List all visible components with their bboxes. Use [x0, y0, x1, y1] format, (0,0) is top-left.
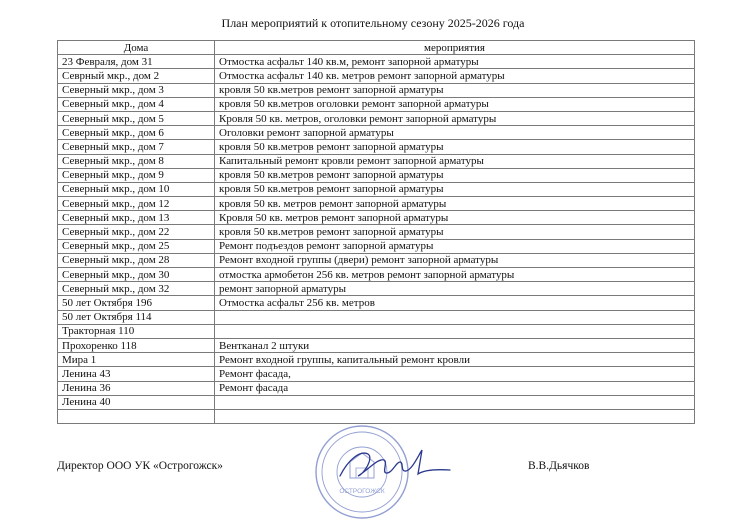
house-cell: Северный мкр., дом 5: [58, 111, 215, 125]
table-row: [58, 97, 695, 111]
activity-cell: Ремонт фасада: [215, 381, 695, 395]
activity-cell: кровля 50 кв.метров ремонт запорной арматуры: [215, 83, 695, 97]
table-row: [58, 381, 695, 395]
column-header-houses: Дома: [58, 41, 215, 55]
house-cell: Северный мкр., дом 3: [58, 83, 215, 97]
house-cell: Севрный мкр., дом 2: [58, 69, 215, 83]
table-row: [58, 268, 695, 282]
table-row: [58, 296, 695, 310]
house-cell: Ленина 40: [58, 395, 215, 409]
activity-cell: Отмостка асфальт 140 кв.м, ремонт запорной арматуры: [215, 55, 695, 69]
activity-cell: [215, 409, 695, 423]
activity-cell: Ремонт входной группы (двери) ремонт запорной арматуры: [215, 253, 695, 267]
activity-cell: Ремонт фасада,: [215, 367, 695, 381]
table-header-row: [58, 41, 695, 55]
stamp-center-text: ОСТРОГОЖСК: [339, 488, 385, 495]
activity-cell: Ремонт подъездов ремонт запорной арматуры: [215, 239, 695, 253]
house-cell: Северный мкр., дом 12: [58, 197, 215, 211]
director-position: Директор ООО УК «Острогожск»: [57, 460, 223, 472]
house-cell: Северный мкр., дом 4: [58, 97, 215, 111]
house-cell: Северный мкр., дом 9: [58, 168, 215, 182]
table-row: [58, 225, 695, 239]
activity-cell: кровля 50 кв. метров ремонт запорной арматуры: [215, 197, 695, 211]
table-row: [58, 140, 695, 154]
activity-cell: [215, 395, 695, 409]
table-row: [58, 211, 695, 225]
house-cell: Северный мкр., дом 25: [58, 239, 215, 253]
house-cell: Прохоренко 118: [58, 338, 215, 352]
table-row: [58, 282, 695, 296]
house-cell: Ленина 36: [58, 381, 215, 395]
column-header-activities: мероприятия: [215, 41, 695, 55]
activity-cell: ремонт запорной арматуры: [215, 282, 695, 296]
table-row: [58, 310, 695, 324]
director-name: В.В.Дьячков: [528, 460, 590, 472]
table-row: [58, 324, 695, 338]
activity-cell: Ремонт входной группы, капитальный ремонт кровли: [215, 353, 695, 367]
table-row: [58, 182, 695, 196]
activity-cell: Отмостка асфальт 140 кв. метров ремонт запорной арматуры: [215, 69, 695, 83]
activity-cell: Оголовки ремонт запорной арматуры: [215, 126, 695, 140]
table-row: [58, 197, 695, 211]
table-row: [58, 69, 695, 83]
table-row: [58, 154, 695, 168]
activity-cell: [215, 310, 695, 324]
house-cell: Северный мкр., дом 30: [58, 268, 215, 282]
house-cell: Северный мкр., дом 28: [58, 253, 215, 267]
table-row: [58, 239, 695, 253]
table-row: [58, 353, 695, 367]
activity-cell: Кровля 50 кв. метров, оголовки ремонт запорной арматуры: [215, 111, 695, 125]
plan-table: [57, 40, 695, 424]
house-cell: 50 лет Октября 196: [58, 296, 215, 310]
activity-cell: кровля 50 кв.метров ремонт запорной арматуры: [215, 168, 695, 182]
activity-cell: Капитальный ремонт кровли ремонт запорной арматуры: [215, 154, 695, 168]
activity-cell: Отмостка асфальт 256 кв. метров: [215, 296, 695, 310]
activity-cell: кровля 50 кв.метров ремонт запорной арматуры: [215, 225, 695, 239]
table-row: [58, 111, 695, 125]
activity-cell: Вентканал 2 штуки: [215, 338, 695, 352]
house-cell: Тракторная 110: [58, 324, 215, 338]
table-row: [58, 338, 695, 352]
table-row: [58, 253, 695, 267]
director-signature: [334, 440, 456, 488]
house-cell: Северный мкр., дом 32: [58, 282, 215, 296]
house-cell: Северный мкр., дом 13: [58, 211, 215, 225]
activity-cell: кровля 50 кв.метров ремонт запорной арматуры: [215, 182, 695, 196]
activity-cell: кровля 50 кв.метров ремонт запорной арматуры: [215, 140, 695, 154]
table-row: [58, 367, 695, 381]
house-cell: Северный мкр., дом 6: [58, 126, 215, 140]
house-cell: Ленина 43: [58, 367, 215, 381]
house-cell: 50 лет Октября 114: [58, 310, 215, 324]
activity-cell: кровля 50 кв.метров оголовки ремонт запорной арматуры: [215, 97, 695, 111]
plan-table-body: [58, 55, 695, 424]
table-row: [58, 55, 695, 69]
activity-cell: Кровля 50 кв. метров ремонт запорной арматуры: [215, 211, 695, 225]
table-row: [58, 83, 695, 97]
house-cell: Северный мкр., дом 7: [58, 140, 215, 154]
house-cell: Северный мкр., дом 22: [58, 225, 215, 239]
table-row: [58, 126, 695, 140]
table-row: [58, 168, 695, 182]
house-cell: Северный мкр., дом 10: [58, 182, 215, 196]
activity-cell: отмостка армобетон 256 кв. метров ремонт запорной арматуры: [215, 268, 695, 282]
table-row: [58, 395, 695, 409]
house-cell: 23 Февраля, дом 31: [58, 55, 215, 69]
document-title: План мероприятий к отопительному сезону 2025-2026 года: [221, 16, 525, 30]
house-cell: Северный мкр., дом 8: [58, 154, 215, 168]
activity-cell: [215, 324, 695, 338]
house-cell: Мира 1: [58, 353, 215, 367]
house-cell: [58, 409, 215, 423]
